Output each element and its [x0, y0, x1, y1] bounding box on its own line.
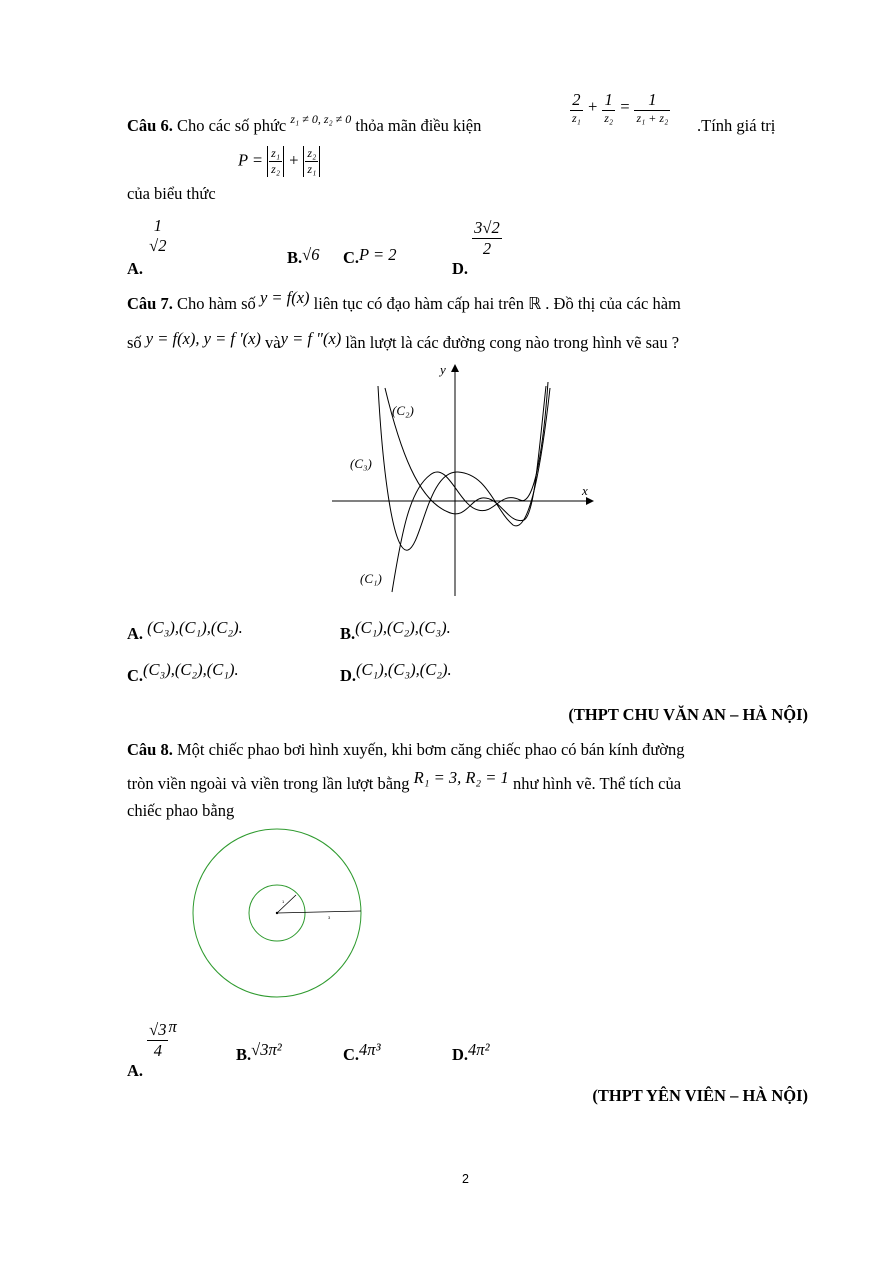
option-c-label: C. — [127, 666, 144, 685]
eq-fraction-2: $\frac{1}{\text{z₂}}$ — [604, 90, 614, 125]
q6-text-3: .Tính giá trị — [697, 116, 776, 135]
q8-line1 — [127, 740, 685, 760]
p-den-1: z₂ — [271, 162, 281, 176]
q6-condition: z₁ ≠ 0, z₂ ≠ 0 — [290, 112, 352, 126]
q6-P-expression — [238, 146, 320, 177]
option-d-label: D. — [340, 666, 357, 685]
label-r-inner: 1 — [282, 899, 285, 904]
option-b-label: B. — [236, 1045, 252, 1064]
q7-text-4: và — [265, 333, 281, 352]
q6-line2 — [127, 184, 216, 204]
page-number: 2 — [462, 1172, 469, 1186]
q6-text-2: thỏa mãn điều kiện — [355, 116, 482, 135]
p-num-2: z₂ — [307, 146, 317, 160]
label-r-outer: 3 — [328, 915, 331, 920]
q7-option-d — [340, 660, 452, 685]
option-b-label: B. — [287, 248, 303, 267]
option-a-pi: π — [168, 1017, 177, 1037]
q6-text: Cho các số phức — [176, 116, 287, 135]
q6-option-b — [287, 245, 320, 268]
q7-text-5: lần lượt là các đường cong nào trong hình vẽ sau ? — [345, 333, 680, 352]
q6-line1-end — [697, 116, 775, 136]
eq-fraction-1: $\frac{2}{\text{z₁}}$ — [572, 90, 581, 125]
q7-source: (THPT CHU VĂN AN – HÀ NỘI) — [568, 705, 808, 724]
q7-function-3: y = f "(x) — [280, 329, 342, 348]
eq-plus: + — [586, 96, 599, 116]
option-d-value: 4π² — [468, 1040, 490, 1059]
q6-equation — [570, 90, 670, 126]
q7-option-b — [340, 618, 451, 643]
option-b-label: B. — [340, 624, 356, 643]
q6-label: Câu 6. — [127, 116, 173, 135]
q6-line1 — [127, 112, 482, 136]
label-c3: (C₃) — [350, 456, 372, 471]
label-c1: (C₁) — [360, 571, 382, 586]
option-d-value: (C₁),(C₃),(C₂). — [356, 660, 452, 679]
q7-option-a — [127, 618, 243, 643]
q7-functions: y = f(x), y = f '(x) — [145, 329, 261, 348]
option-a-label: A. — [127, 624, 144, 643]
option-c-value: (C₃),(C₂),(C₁). — [143, 660, 239, 679]
q8-source: (THPT YÊN VIÊN – HÀ NỘI) — [592, 1086, 808, 1105]
q6-option-c — [343, 245, 397, 268]
q8-text-2: tròn viền ngoài và viền trong lần lượt bằng — [127, 774, 410, 793]
p-label: P = — [238, 150, 264, 170]
option-b-value: √6 — [302, 245, 320, 264]
q7-text-2: liên tục có đạo hàm cấp hai trên ℝ . Đồ thị của các hàm — [313, 294, 681, 313]
q6-text-4: của biểu thức — [127, 184, 216, 203]
option-b-value: √3π² — [251, 1040, 282, 1059]
q8-text-3: như hình vẽ. Thể tích của — [512, 774, 682, 793]
q8-line3 — [127, 801, 234, 821]
q8-text: Một chiếc phao bơi hình xuyến, khi bơm căng chiếc phao có bán kính đường — [176, 740, 685, 759]
q8-radii: R₁ = 3, R₂ = 1 — [413, 768, 509, 787]
eq-equals: = — [619, 96, 631, 116]
q8-option-d — [452, 1040, 490, 1065]
q7-text: Cho hàm số — [176, 294, 256, 313]
q6-option-d — [452, 218, 502, 279]
p-den-2: z₁ — [307, 162, 317, 176]
q7-line1 — [127, 288, 681, 314]
option-d-label: D. — [452, 259, 469, 279]
option-d-fraction: $\frac{3√2}{2}$ — [474, 218, 500, 258]
q7-line2 — [127, 329, 680, 353]
q7-graph — [330, 360, 600, 600]
q8-figure — [188, 825, 368, 1005]
label-y: y — [440, 362, 446, 377]
p-plus: + — [288, 150, 300, 170]
center-dot — [276, 912, 278, 914]
curve-c1 — [392, 382, 548, 592]
option-a-label: A. — [127, 1061, 144, 1081]
option-b-value: (C₁),(C₂),(C₃). — [355, 618, 451, 637]
label-c2: (C₂) — [392, 403, 414, 418]
q7-text-3: số — [127, 333, 142, 352]
q8-option-a — [127, 1017, 177, 1081]
eq-fraction-3: $\frac{1}{\text{z₁ + z₂}}$ — [636, 90, 669, 125]
q8-text-4: chiếc phao bằng — [127, 801, 235, 820]
q8-option-c — [343, 1040, 381, 1065]
q8-option-b — [236, 1040, 282, 1065]
option-c-label: C. — [343, 248, 360, 267]
option-c-value: P = 2 — [359, 245, 397, 264]
label-x: x — [582, 483, 588, 498]
option-a-fraction: 1 √2 — [149, 216, 167, 255]
option-a-label: A. — [127, 258, 144, 278]
p-num-1: z₁ — [271, 146, 281, 160]
option-d-label: D. — [452, 1045, 469, 1064]
q7-option-c — [127, 660, 239, 685]
option-a-fraction: $\frac{√3}{4}$ — [149, 1020, 167, 1060]
q8-label: Câu 8. — [127, 740, 173, 759]
option-c-value: 4π³ — [359, 1040, 381, 1059]
q7-label: Câu 7. — [127, 294, 173, 313]
radius-outer — [277, 911, 361, 913]
q7-function: y = f(x) — [259, 288, 310, 307]
q8-line2 — [127, 768, 682, 794]
option-c-label: C. — [343, 1045, 360, 1064]
option-a-value: (C₃),(C₁),(C₂). — [147, 618, 243, 637]
radius-inner — [277, 895, 296, 913]
q6-option-a — [127, 216, 168, 278]
